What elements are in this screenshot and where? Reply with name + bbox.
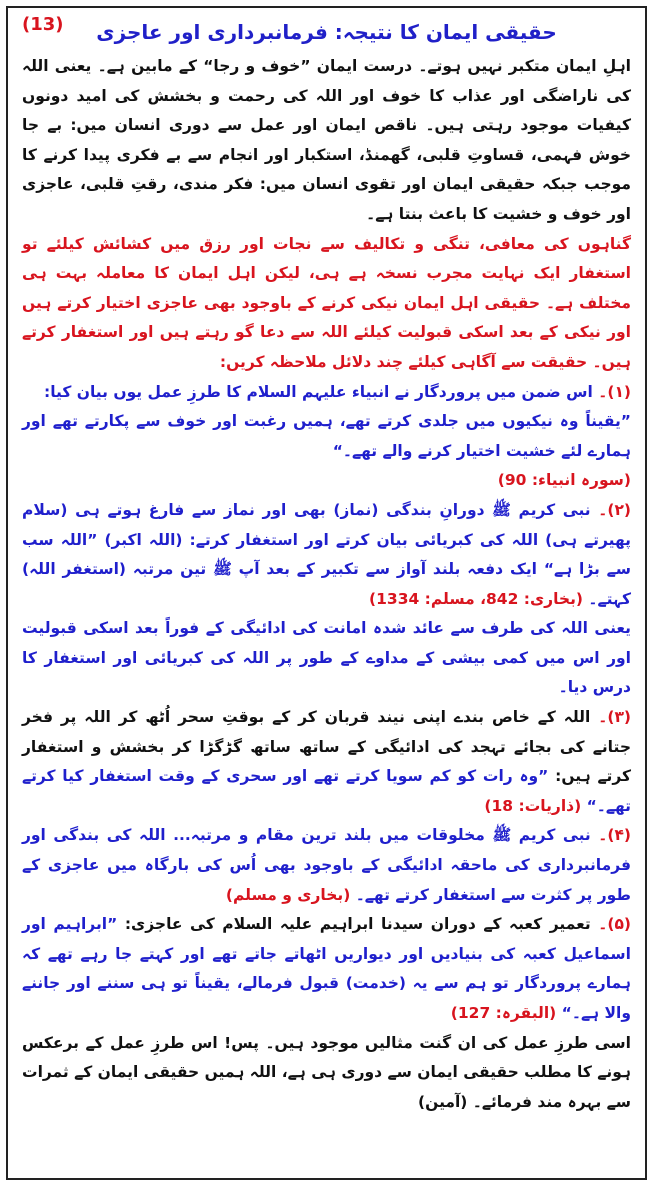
second-paragraph [22,230,631,378]
point-quote: ”یقیناً وہ نیکیوں میں جلدی کرتے تھے، ہمیں رغبت اور خوف سے پکارتے تھے اور ہمارے لئے خشیت اختیار کرنے والے تھے۔“ [22,412,631,460]
point-text: اللہ کے خاص بندے اپنی نیند قربان کر کے بوقتِ سحر اُٹھ کر اللہ پر فخر جتانے کی بجائے تہجد کی ادائیگی کے ساتھ ساتھ گڑگڑا کر بخشش و استغفار کرتے ہیں: [22,708,632,786]
point-number: (۳)۔ [598,708,631,727]
second-text: گناہوں کی معافی، تنگی و تکالیف سے نجات اور رزق میں کشائش کیلئے تو استغفار ایک نہایت مجرب نسخہ ہے ہی، لیکن اہل ایمان کا معاملہ بہت ہی مختلف ہے۔ حقیقی اہل ایمان نیکی کرنے کے باوجود بھی عاجزی اختیار کرتے ہیں اور نیکی کے بعد اسکی قبولیت کیلئے اللہ سے دعا گو رہتے ہیں اور استغفار کرتے ہیں۔ حقیقت سے آگاہی کیلئے چند دلائل ملاحظہ کریں: [22,234,631,371]
point-2 [22,496,631,703]
point-quote: ”ابراہیم اور اسماعیل کعبہ کی بنیادیں اور دیواریں اٹھاتے جاتے تھے اور کہتے جا رہے تھے کہ ہمارے پروردگار تو ہم سے یہ (خدمت) قبول فرمالے، یقیناً تو ہی سننے اور جاننے والا ہے۔“ [22,915,631,1022]
point-reference: (ذاریات: 18) [484,796,582,815]
point-number: (۲)۔ [598,500,632,519]
point-text: نبی کریم ﷺ مخلوقات میں بلند ترین مقام و مرتبہ... اللہ کی بندگی اور فرمانبرداری کی ماحقہ ادائیگی کے باوجود بھی اُس کی بارگاہ میں عاجزی کے طور پر کثرت سے استغفار کرتے تھے۔ [22,826,631,904]
page-title: حقیقی ایمان کا نتیجہ: فرمانبرداری اور عاجزی [96,20,557,44]
point-1 [22,378,631,496]
point-reference: (البقرہ: 127) [450,1004,557,1022]
point-5 [22,910,631,1028]
point-quote: ”وہ رات کو کم سویا کرتے تھے اور سحری کے وقت استغفار کیا کرتے تھے۔“ [22,767,631,815]
point-text: نبی کریم ﷺ دورانِ بندگی (نماز) بھی اور نماز سے فارغ ہوتے ہی (سلام پھیرتے ہی) اللہ کی کبریائی بیان کرتے اور استغفار کرتے: (اللہ اکبر) ”اللہ سب سے بڑا ہے“ ایک دفعہ بلند آواز سے تکبیر کے بعد آپ ﷺ تین مرتبہ (استغفر اللہ) کہتے۔ [22,500,631,608]
page-content [22,12,631,1172]
point-reference: (بخاری و مسلم) [225,885,351,904]
closing-text: اسی طرزِ عمل کی ان گنت مثالیں موجود ہیں۔ پس! اس طرزِ عمل کے برعکس ہونے کا مطلب حقیقی ایمان سے دوری ہی ہے، اللہ ہمیں حقیقی ایمان کے ثمرات سے بہرہ مند فرمائے۔ (آمین) [22,1033,631,1111]
point-reference: (بخاری: 842، مسلم: 1334) [369,589,583,608]
point-text: تعمیر کعبہ کے دوران سیدنا ابراہیم علیہ السلام کی عاجزی: [124,915,591,934]
page-frame [6,6,647,1180]
point-4 [22,821,631,910]
closing-paragraph [22,1029,631,1118]
page-header [22,12,631,52]
point-text: اس ضمن میں پروردگار نے انبیاء علیہم السلام کا طرزِ عمل یوں بیان کیا: [44,382,593,401]
point-number: (۱)۔ [598,382,631,401]
point-reference: (سورہ انبیاء: 90) [497,471,631,490]
point-explanation: یعنی اللہ کی طرف سے عائد شدہ امانت کی ادائیگی کے فوراً بعد اسکی قبولیت اور اس میں کمی بیشی کے مداوے کے طور پر اللہ کی کبریائی اور استغفار کا درس دیا۔ [22,619,631,697]
intro-text: اہلِ ایمان متکبر نہیں ہوتے۔ درست ایمان ”خوف و رجا“ کے مابین ہے۔ یعنی اللہ کی ناراضگی اور عذاب کا خوف اور اللہ کی رحمت و بخشش کی امید دونوں کیفیات موجود رہتی ہیں۔ ناقص ایمان اور عمل سے دوری انسان میں: بے جا خوش فہمی، قساوتِ قلبی، گھمنڈ، استکبار اور انجام سے بے فکری پیدا کرنے کا موجب جبکہ حقیقی ایمان اور تقوی انسان میں: فکر مندی، رقتِ قلبی، عاجزی اور خوف و خشیت کا باعث بنتا ہے۔ [22,57,631,223]
point-number: (۴)۔ [598,826,631,845]
page-number: (13) [22,14,64,35]
intro-paragraph [22,52,631,230]
point-number: (۵)۔ [598,915,631,934]
point-3 [22,703,631,821]
